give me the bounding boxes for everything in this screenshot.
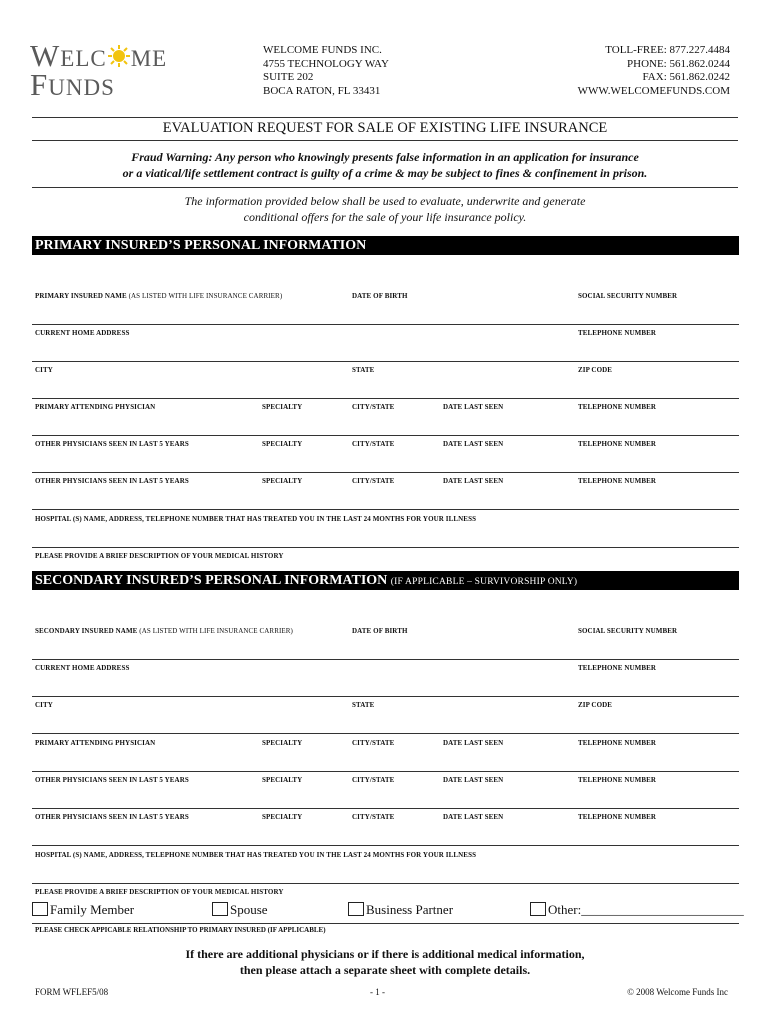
secondary-hospital-row[interactable] <box>32 847 739 884</box>
logo-line-2: FUNDS <box>30 67 115 102</box>
primary-hospital-row[interactable] <box>32 511 739 548</box>
family-member-option[interactable] <box>32 902 134 918</box>
medical-history-label: PLEASE PROVIDE A BRIEF DESCRIPTION OF YOUR MEDICAL HISTORY <box>35 552 284 560</box>
dob-label: DATE OF BIRTH <box>352 627 408 635</box>
insured-name-label: SECONDARY INSURED NAME <box>35 627 138 635</box>
address-line: WELCOME FUNDS INC. <box>263 44 382 56</box>
section-title: PRIMARY INSURED’S PERSONAL INFORMATION <box>35 238 367 253</box>
fax-number: FAX: 561.862.0242 <box>642 71 730 83</box>
specialty-label: SPECIALTY <box>262 776 303 784</box>
physician-label: PRIMARY ATTENDING PHYSICIAN <box>35 739 156 747</box>
ssn-label: SOCIAL SECURITY NUMBER <box>578 627 678 635</box>
date-last-seen-label: DATE LAST SEEN <box>443 776 504 784</box>
insured-name-note: (AS LISTED WITH LIFE INSURANCE CARRIER) <box>139 627 293 635</box>
insured-name-label: PRIMARY INSURED NAME <box>35 292 127 300</box>
intro-text <box>32 194 738 225</box>
form-title: EVALUATION REQUEST FOR SALE OF EXISTING LIFE INSURANCE <box>162 120 608 136</box>
zip-label: ZIP CODE <box>578 701 613 709</box>
telephone-label: TELEPHONE NUMBER <box>578 776 657 784</box>
date-last-seen-label: DATE LAST SEEN <box>443 477 504 485</box>
city-state-label: CITY/STATE <box>352 403 395 411</box>
additional-info-note <box>32 946 738 978</box>
secondary-other-physician-row[interactable] <box>32 809 739 846</box>
checkbox[interactable] <box>32 902 48 916</box>
secondary-physician-row[interactable] <box>32 735 739 772</box>
field-label <box>35 627 293 635</box>
city-state-label: CITY/STATE <box>352 739 395 747</box>
zip-label: ZIP CODE <box>578 366 613 374</box>
other-physicians-label: OTHER PHYSICIANS SEEN IN LAST 5 YEARS <box>35 813 189 821</box>
specialty-label: SPECIALTY <box>262 440 303 448</box>
primary-history-row[interactable] <box>32 548 739 561</box>
intro-line: The information provided below shall be used to evaluate, underwrite and generate <box>184 194 586 208</box>
telephone-label: TELEPHONE NUMBER <box>578 329 657 337</box>
website-link[interactable]: WWW.WELCOMEFUNDS.COM <box>577 84 730 97</box>
note-line: then please attach a separate sheet with complete details. <box>239 963 531 977</box>
company-address <box>263 44 389 98</box>
sun-icon <box>108 45 130 67</box>
note-line: If there are additional physicians or if there is additional medical information, <box>185 947 585 961</box>
fraud-warning <box>32 149 738 181</box>
secondary-name-row[interactable] <box>32 623 739 660</box>
secondary-address-row[interactable] <box>32 660 739 697</box>
secondary-other-physician-row[interactable] <box>32 772 739 809</box>
telephone-label: TELEPHONE NUMBER <box>578 477 657 485</box>
date-last-seen-label: DATE LAST SEEN <box>443 440 504 448</box>
hospital-label: HOSPITAL (S) NAME, ADDRESS, TELEPHONE NUMBER THAT HAS TREATED YOU IN THE LAST 24 MONTHS FOR YOUR ILLNESS <box>35 515 477 523</box>
option-label: Spouse <box>230 902 268 917</box>
physician-label: PRIMARY ATTENDING PHYSICIAN <box>35 403 156 411</box>
primary-address-row[interactable] <box>32 325 739 362</box>
telephone-label: TELEPHONE NUMBER <box>578 664 657 672</box>
company-contact <box>578 44 730 98</box>
relationship-instruction: PLEASE CHECK APPICABLE RELATIONSHIP TO PRIMARY INSURED (IF APPLICABLE) <box>35 926 326 934</box>
city-label: CITY <box>35 366 53 374</box>
state-label: STATE <box>352 366 375 374</box>
specialty-label: SPECIALTY <box>262 477 303 485</box>
divider <box>32 140 738 141</box>
telephone-label: TELEPHONE NUMBER <box>578 739 657 747</box>
insured-name-note: (AS LISTED WITH LIFE INSURANCE CARRIER) <box>128 292 283 300</box>
other-physicians-label: OTHER PHYSICIANS SEEN IN LAST 5 YEARS <box>35 776 189 784</box>
primary-city-row[interactable] <box>32 362 739 399</box>
primary-physician-row[interactable] <box>32 399 739 436</box>
telephone-label: TELEPHONE NUMBER <box>578 813 657 821</box>
other-physicians-label: OTHER PHYSICIANS SEEN IN LAST 5 YEARS <box>35 477 189 485</box>
primary-other-physician-row[interactable] <box>32 436 739 473</box>
spouse-option[interactable] <box>212 902 268 918</box>
business-partner-option[interactable] <box>348 902 453 918</box>
option-label: Family Member <box>50 902 135 917</box>
telephone-label: TELEPHONE NUMBER <box>578 440 657 448</box>
option-label: Other:_________________________ <box>548 902 744 917</box>
address-line: BOCA RATON, FL 33431 <box>263 84 381 97</box>
address-label: CURRENT HOME ADDRESS <box>35 664 130 672</box>
primary-section-header <box>32 236 739 255</box>
address-label: CURRENT HOME ADDRESS <box>35 329 130 337</box>
intro-line: conditional offers for the sale of your life insurance policy. <box>243 209 527 224</box>
fraud-warning-line: Fraud Warning: Any person who knowingly presents false information in an application for insurance <box>131 150 639 164</box>
divider <box>32 187 738 188</box>
primary-name-row[interactable] <box>32 288 739 325</box>
checkbox[interactable] <box>530 902 546 916</box>
primary-other-physician-row[interactable] <box>32 473 739 510</box>
copyright: © 2008 Welcome Funds Inc <box>627 987 728 997</box>
relationship-options <box>32 898 744 924</box>
checkbox[interactable] <box>212 902 228 916</box>
state-label: STATE <box>352 701 375 709</box>
field-label <box>35 292 282 300</box>
checkbox[interactable] <box>348 902 364 916</box>
city-state-label: CITY/STATE <box>352 477 395 485</box>
secondary-city-row[interactable] <box>32 697 739 734</box>
city-label: CITY <box>35 701 53 709</box>
form-number: FORM WFLEF5/08 <box>35 987 109 997</box>
logo-line-1: WELC ME <box>30 38 168 73</box>
specialty-label: SPECIALTY <box>262 403 303 411</box>
secondary-history-row[interactable] <box>32 884 739 897</box>
specialty-label: SPECIALTY <box>262 813 303 821</box>
other-option[interactable] <box>530 902 744 918</box>
date-last-seen-label: DATE LAST SEEN <box>443 403 504 411</box>
section-title-note: (IF APPLICABLE – SURVIVORSHIP ONLY) <box>390 577 578 587</box>
address-line: 4755 TECHNOLOGY WAY <box>263 57 389 70</box>
dob-label: DATE OF BIRTH <box>352 292 408 300</box>
address-line: SUITE 202 <box>263 71 314 83</box>
city-state-label: CITY/STATE <box>352 813 395 821</box>
secondary-section-header <box>32 571 739 590</box>
section-title: SECONDARY INSURED’S PERSONAL INFORMATION <box>35 573 388 588</box>
phone-number: PHONE: 561.862.0244 <box>627 57 730 70</box>
hospital-label: HOSPITAL (S) NAME, ADDRESS, TELEPHONE NUMBER THAT HAS TREATED YOU IN THE LAST 24 MONTHS FOR YOUR ILLNESS <box>35 851 477 859</box>
toll-free-number: TOLL-FREE: 877.227.4484 <box>605 44 730 56</box>
divider <box>32 117 738 118</box>
date-last-seen-label: DATE LAST SEEN <box>443 813 504 821</box>
company-logo <box>30 38 190 100</box>
telephone-label: TELEPHONE NUMBER <box>578 403 657 411</box>
ssn-label: SOCIAL SECURITY NUMBER <box>578 292 678 300</box>
city-state-label: CITY/STATE <box>352 440 395 448</box>
other-physicians-label: OTHER PHYSICIANS SEEN IN LAST 5 YEARS <box>35 440 189 448</box>
city-state-label: CITY/STATE <box>352 776 395 784</box>
specialty-label: SPECIALTY <box>262 739 303 747</box>
date-last-seen-label: DATE LAST SEEN <box>443 739 504 747</box>
fraud-warning-line: or a viatical/life settlement contract is guilty of a crime & may be subject to fines & confinement in prison. <box>122 166 648 180</box>
medical-history-label: PLEASE PROVIDE A BRIEF DESCRIPTION OF YOUR MEDICAL HISTORY <box>35 888 284 896</box>
option-label: Business Partner <box>366 902 454 917</box>
page-number: - 1 - <box>370 987 385 997</box>
